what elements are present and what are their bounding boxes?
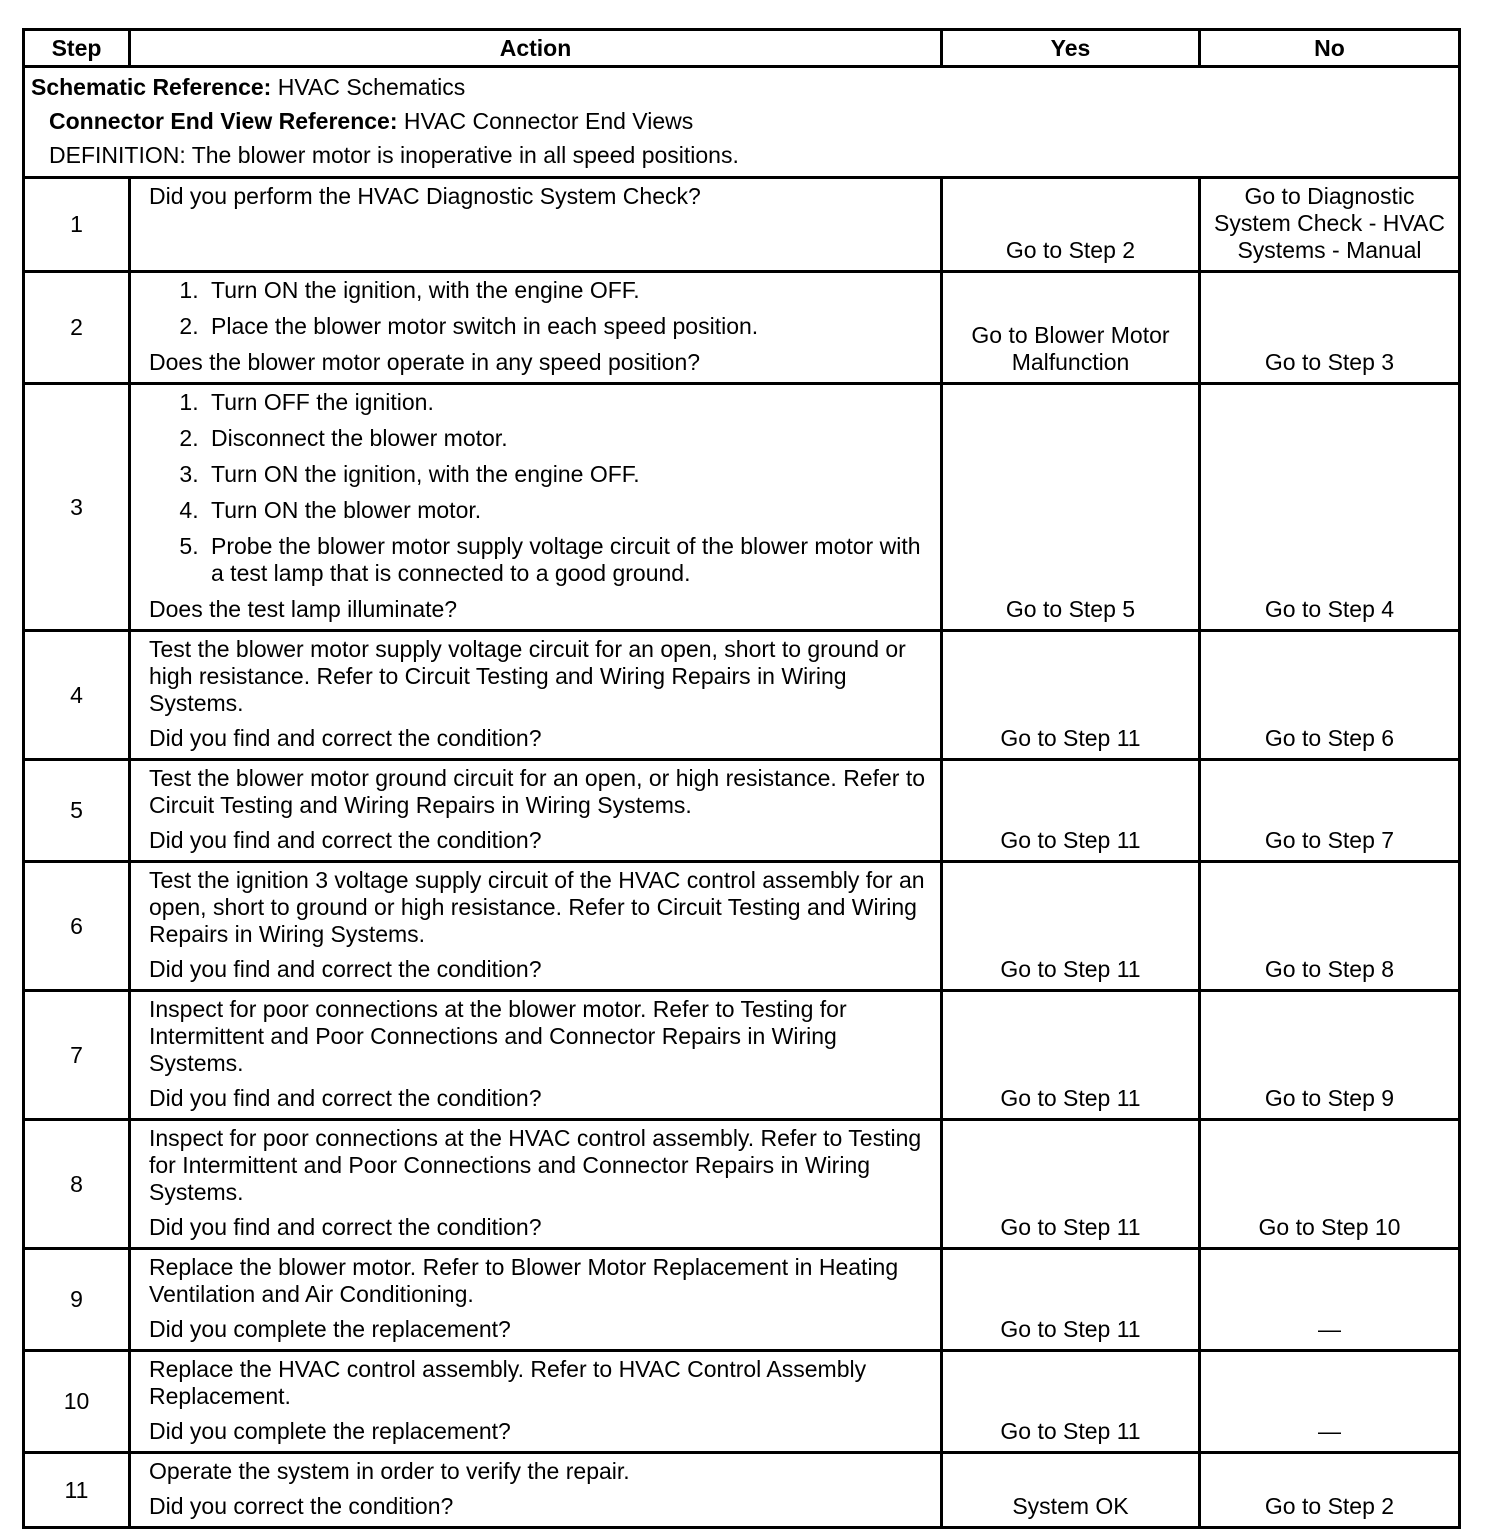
step-number: 6 xyxy=(24,862,130,991)
step-action xyxy=(130,991,942,1120)
step-yes-result: Go to Step 11 xyxy=(942,631,1200,760)
action-substeps xyxy=(149,389,930,587)
definition: DEFINITION: The blower motor is inoperative in all speed positions. xyxy=(49,142,739,168)
step-row xyxy=(24,862,1460,991)
action-text: Inspect for poor connections at the blower motor. Refer to Testing for Intermittent and Poor Connections and Connector Repairs in Wiring Systems. xyxy=(149,996,847,1076)
step-question: Did you find and correct the condition? xyxy=(149,725,542,751)
step-yes-result: Go to Step 5 xyxy=(942,384,1200,631)
step-number: 8 xyxy=(24,1120,130,1249)
step-no-result: Go to Diagnostic System Check - HVAC Systems - Manual xyxy=(1200,178,1460,272)
step-action xyxy=(130,631,942,760)
step-number: 11 xyxy=(24,1453,130,1528)
step-yes-result: System OK xyxy=(942,1453,1200,1528)
step-number: 10 xyxy=(24,1351,130,1453)
step-action xyxy=(130,1351,942,1453)
action-substep: 5. Probe the blower motor supply voltage circuit of the blower motor with a test lamp that is connected to a good ground. xyxy=(205,533,930,587)
step-question: Does the test lamp illuminate? xyxy=(149,596,458,622)
header-row xyxy=(24,30,1460,67)
step-action xyxy=(130,862,942,991)
step-row xyxy=(24,1249,1460,1351)
diagnostic-table xyxy=(22,28,1461,1529)
step-row xyxy=(24,1120,1460,1249)
reference-cell xyxy=(24,67,1460,178)
step-question: Did you find and correct the condition? xyxy=(149,827,542,853)
step-row xyxy=(24,272,1460,384)
step-no-result: Go to Step 2 xyxy=(1200,1453,1460,1528)
step-yes-result: Go to Step 11 xyxy=(942,1351,1200,1453)
action-substeps xyxy=(149,277,930,340)
step-action xyxy=(130,1453,942,1528)
connector-reference-label: Connector End View Reference: xyxy=(49,108,398,134)
step-no-result: Go to Step 8 xyxy=(1200,862,1460,991)
step-number: 7 xyxy=(24,991,130,1120)
header-yes: Yes xyxy=(942,30,1200,67)
step-no-result: — xyxy=(1200,1249,1460,1351)
action-text: Replace the blower motor. Refer to Blower Motor Replacement in Heating Ventilation and Air Conditioning. xyxy=(149,1254,899,1307)
step-yes-result: Go to Step 11 xyxy=(942,760,1200,862)
step-row xyxy=(24,1453,1460,1528)
step-yes-result: Go to Step 11 xyxy=(942,1249,1200,1351)
step-question: Does the blower motor operate in any speed position? xyxy=(149,349,701,375)
step-action xyxy=(130,384,942,631)
step-action xyxy=(130,178,942,272)
step-yes-result: Go to Blower Motor Malfunction xyxy=(942,272,1200,384)
step-no-result: — xyxy=(1200,1351,1460,1453)
step-no-result: Go to Step 3 xyxy=(1200,272,1460,384)
step-yes-result: Go to Step 11 xyxy=(942,991,1200,1120)
step-number: 4 xyxy=(24,631,130,760)
reference-row xyxy=(24,67,1460,178)
step-question: Did you correct the condition? xyxy=(149,1493,454,1519)
diagnostic-page xyxy=(22,28,1458,1529)
schematic-reference-label: Schematic Reference: xyxy=(31,74,272,100)
step-question: Did you complete the replacement? xyxy=(149,1316,511,1342)
step-action xyxy=(130,760,942,862)
action-text: Test the blower motor supply voltage circuit for an open, short to ground or high resistance. Refer to Circuit Testing and Wiring Repairs in Wiring Systems. xyxy=(149,636,906,716)
connector-reference-value: HVAC Connector End Views xyxy=(403,108,694,134)
step-no-result: Go to Step 7 xyxy=(1200,760,1460,862)
step-row xyxy=(24,178,1460,272)
step-number: 1 xyxy=(24,178,130,272)
action-substep: 3. Turn ON the ignition, with the engine OFF. xyxy=(205,461,930,488)
step-number: 2 xyxy=(24,272,130,384)
step-no-result: Go to Step 9 xyxy=(1200,991,1460,1120)
step-yes-result: Go to Step 11 xyxy=(942,1120,1200,1249)
step-action xyxy=(130,1120,942,1249)
step-yes-result: Go to Step 11 xyxy=(942,862,1200,991)
step-question: Did you complete the replacement? xyxy=(149,1418,511,1444)
step-number: 5 xyxy=(24,760,130,862)
action-substep: 2. Place the blower motor switch in each speed position. xyxy=(205,313,930,340)
action-substep: 1. Turn ON the ignition, with the engine OFF. xyxy=(205,277,930,304)
step-action xyxy=(130,272,942,384)
action-text: Test the blower motor ground circuit for an open, or high resistance. Refer to Circuit Testing and Wiring Repairs in Wiring Systems. xyxy=(149,765,926,818)
step-question: Did you perform the HVAC Diagnostic System Check? xyxy=(149,183,701,209)
step-no-result: Go to Step 6 xyxy=(1200,631,1460,760)
step-question: Did you find and correct the condition? xyxy=(149,1085,542,1111)
schematic-reference-value: HVAC Schematics xyxy=(277,74,466,100)
header-step: Step xyxy=(24,30,130,67)
step-no-result: Go to Step 4 xyxy=(1200,384,1460,631)
schematic-reference xyxy=(31,70,1450,104)
header-no: No xyxy=(1200,30,1460,67)
step-row xyxy=(24,631,1460,760)
action-text: Test the ignition 3 voltage supply circuit of the HVAC control assembly for an open, short to ground or high resistance. Refer to Circuit Testing and Wiring Repairs in Wiring Systems. xyxy=(149,867,925,947)
step-question: Did you find and correct the condition? xyxy=(149,956,542,982)
action-text: Inspect for poor connections at the HVAC control assembly. Refer to Testing for Intermittent and Poor Connections and Connector Repairs in Wiring Systems. xyxy=(149,1125,922,1205)
step-question: Did you find and correct the condition? xyxy=(149,1214,542,1240)
action-text: Operate the system in order to verify the repair. xyxy=(149,1458,630,1484)
action-substep: 2. Disconnect the blower motor. xyxy=(205,425,930,452)
step-row xyxy=(24,991,1460,1120)
step-number: 9 xyxy=(24,1249,130,1351)
action-substep: 4. Turn ON the blower motor. xyxy=(205,497,930,524)
header-action: Action xyxy=(130,30,942,67)
step-yes-result: Go to Step 2 xyxy=(942,178,1200,272)
step-number: 3 xyxy=(24,384,130,631)
step-row xyxy=(24,760,1460,862)
action-text: Replace the HVAC control assembly. Refer to HVAC Control Assembly Replacement. xyxy=(149,1356,867,1409)
connector-reference xyxy=(31,104,1450,138)
step-row xyxy=(24,384,1460,631)
step-action xyxy=(130,1249,942,1351)
step-row xyxy=(24,1351,1460,1453)
step-no-result: Go to Step 10 xyxy=(1200,1120,1460,1249)
action-substep: 1. Turn OFF the ignition. xyxy=(205,389,930,416)
